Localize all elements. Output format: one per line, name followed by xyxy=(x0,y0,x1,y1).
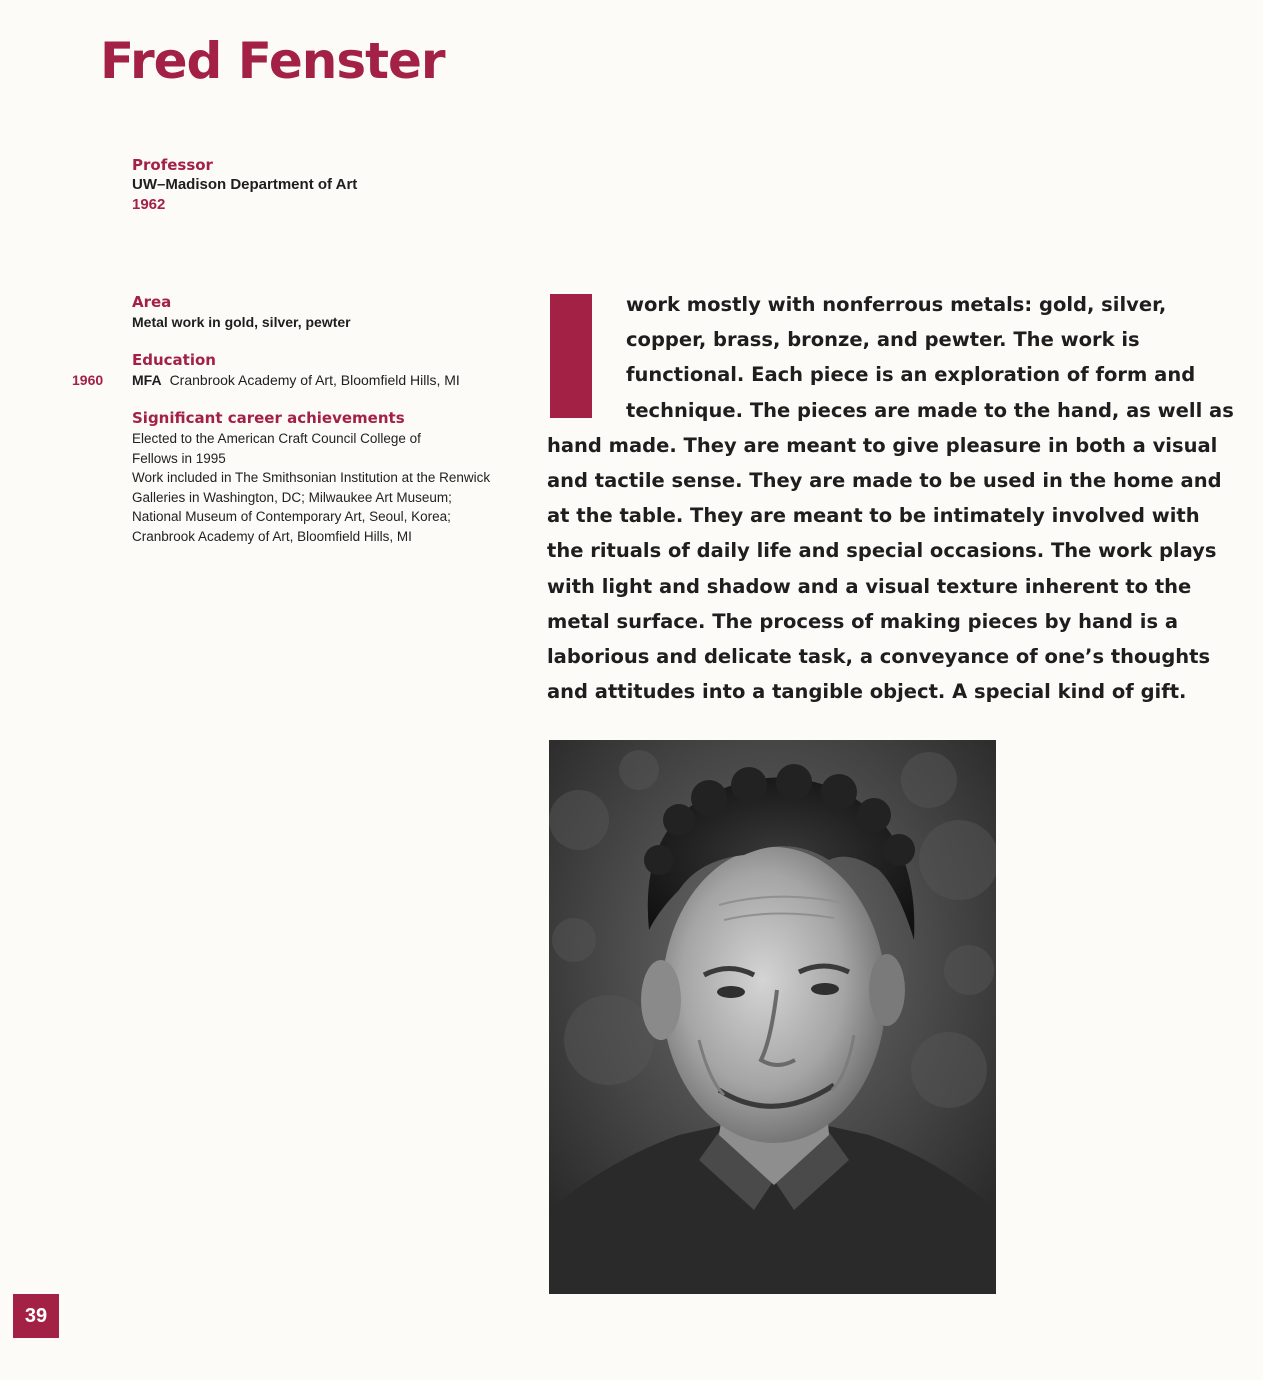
statement-line: work mostly with nonferrous metals: gold, silver, xyxy=(626,293,1167,316)
page-number: 39 xyxy=(13,1294,59,1338)
page-title: Fred Fenster xyxy=(100,32,445,90)
drop-cap-letter xyxy=(550,294,592,418)
statement-line: functional. Each piece is an exploration of form and xyxy=(626,363,1196,387)
statement-line: and tactile sense. They are made to be used in the home and xyxy=(547,469,1222,493)
education-degree: MFA xyxy=(132,372,162,388)
achievement-line: Galleries in Washington, DC; Milwaukee Art Museum; xyxy=(132,489,452,505)
education-institution: Cranbrook Academy of Art, Bloomfield Hills, MI xyxy=(169,372,460,388)
statement-line: at the table. They are meant to be intimately involved with xyxy=(547,504,1200,528)
education-heading: Education xyxy=(132,351,216,369)
statement-line: and attitudes into a tangible object. A special kind of gift. xyxy=(547,680,1187,704)
achievement-line: Work included in The Smithsonian Institution at the Renwick xyxy=(132,470,491,486)
statement-line: copper, brass, bronze, and pewter. The work is xyxy=(626,328,1140,352)
start-year: 1962 xyxy=(132,196,166,213)
department-name: UW–Madison Department of Art xyxy=(132,176,358,193)
achievement-line: Fellows in 1995 xyxy=(132,450,226,466)
achievement-line: Cranbrook Academy of Art, Bloomfield Hills, MI xyxy=(132,528,412,544)
education-entry xyxy=(132,370,522,390)
achievements-list xyxy=(132,429,522,547)
achievement-line: Elected to the American Craft Council College of xyxy=(132,431,421,446)
profile-block xyxy=(132,155,532,215)
statement-line: hand made. They are meant to give pleasure in both a visual xyxy=(547,433,1218,457)
achievements-heading: Significant career achievements xyxy=(132,409,405,427)
achievement-line: National Museum of Contemporary Art, Seoul, Korea; xyxy=(132,509,451,525)
position-title: Professor xyxy=(132,156,213,174)
statement-line: the rituals of daily life and special occasions. The work plays xyxy=(547,539,1217,563)
statement-line: with light and shadow and a visual texture inherent to the xyxy=(547,574,1192,598)
portrait-photo xyxy=(549,740,996,1294)
education-year: 1960 xyxy=(72,372,104,388)
statement-line: technique. The pieces are made to the hand, as well as xyxy=(626,398,1234,422)
area-heading: Area xyxy=(132,293,172,311)
statement-line: laborious and delicate task, a conveyance of one’s thoughts xyxy=(547,645,1211,669)
artist-statement xyxy=(547,287,1234,709)
area-text: Metal work in gold, silver, pewter xyxy=(132,314,351,330)
statement-line: metal surface. The process of making pieces by hand is a xyxy=(547,609,1179,633)
